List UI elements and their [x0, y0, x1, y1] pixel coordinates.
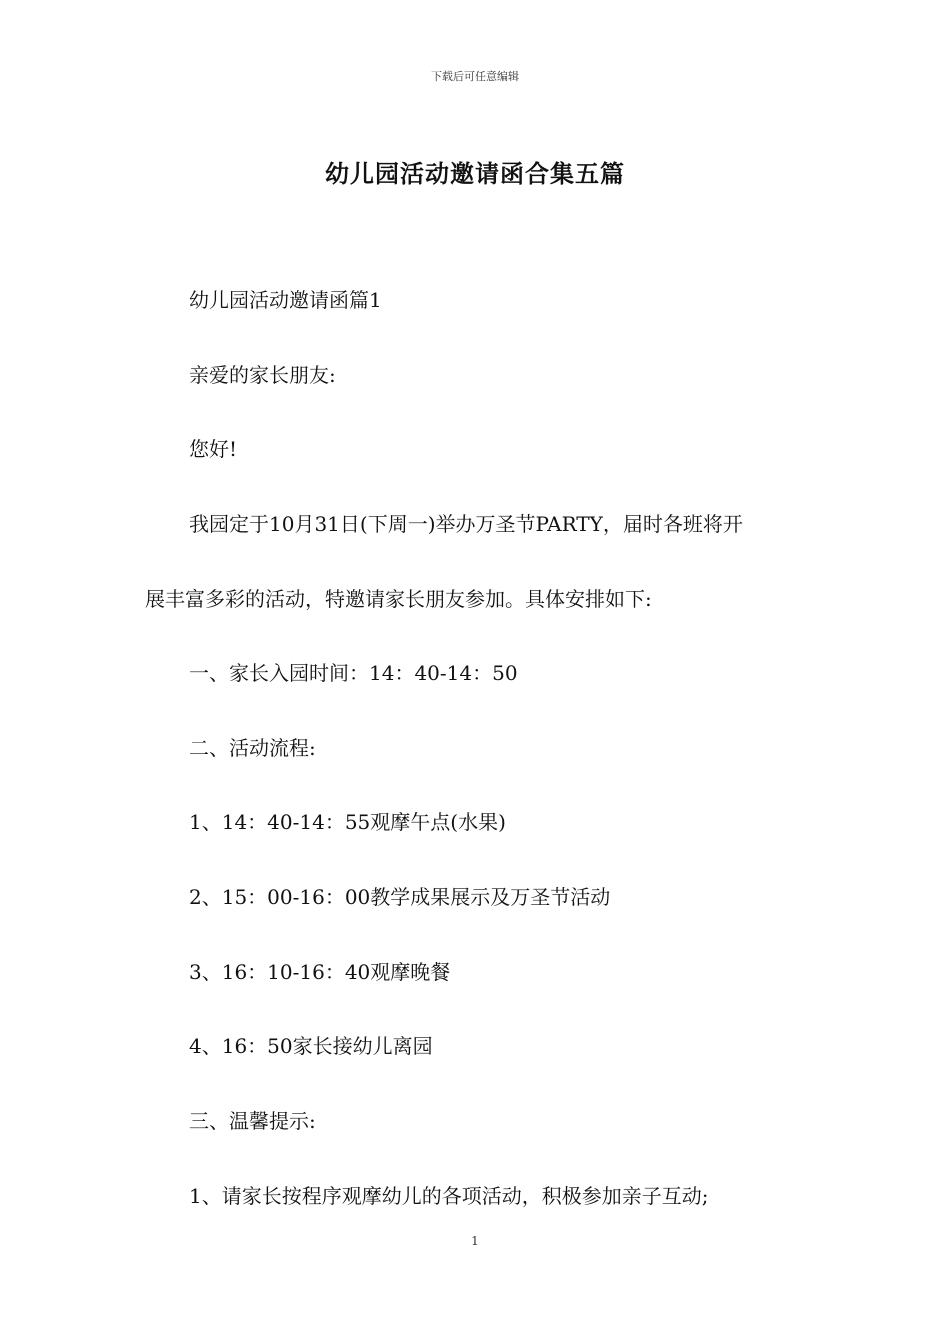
list-heading: 二、活动流程: [189, 736, 316, 760]
list-heading: 一、家长入园时间：14：40-14：50 [189, 661, 518, 685]
greeting: 您好! [189, 437, 238, 461]
section-heading: 幼儿园活动邀请函篇1 [189, 288, 382, 312]
list-item: 1、14：40-14：55观摩午点(水果) [189, 810, 506, 834]
page-number: 1 [471, 1234, 479, 1248]
list-item: 2、15：00-16：00教学成果展示及万圣节活动 [189, 885, 611, 909]
document-title: 幼儿园活动邀请函合集五篇 [325, 159, 625, 188]
list-item: 4、16：50家长接幼儿离园 [189, 1034, 433, 1058]
salutation: 亲爱的家长朋友: [189, 363, 336, 387]
header-note: 下载后可任意编辑 [431, 70, 519, 83]
list-heading: 三、温馨提示: [189, 1109, 316, 1133]
body-paragraph-line: 展丰富多彩的活动，特邀请家长朋友参加。具体安排如下: [145, 587, 652, 611]
body-paragraph-line: 我园定于10月31日(下周一)举办万圣节PARTY，届时各班将开 [189, 512, 743, 536]
list-item: 3、16：10-16：40观摩晚餐 [189, 960, 451, 984]
list-item: 1、请家长按程序观摩幼儿的各项活动，积极参加亲子互动; [189, 1184, 709, 1208]
